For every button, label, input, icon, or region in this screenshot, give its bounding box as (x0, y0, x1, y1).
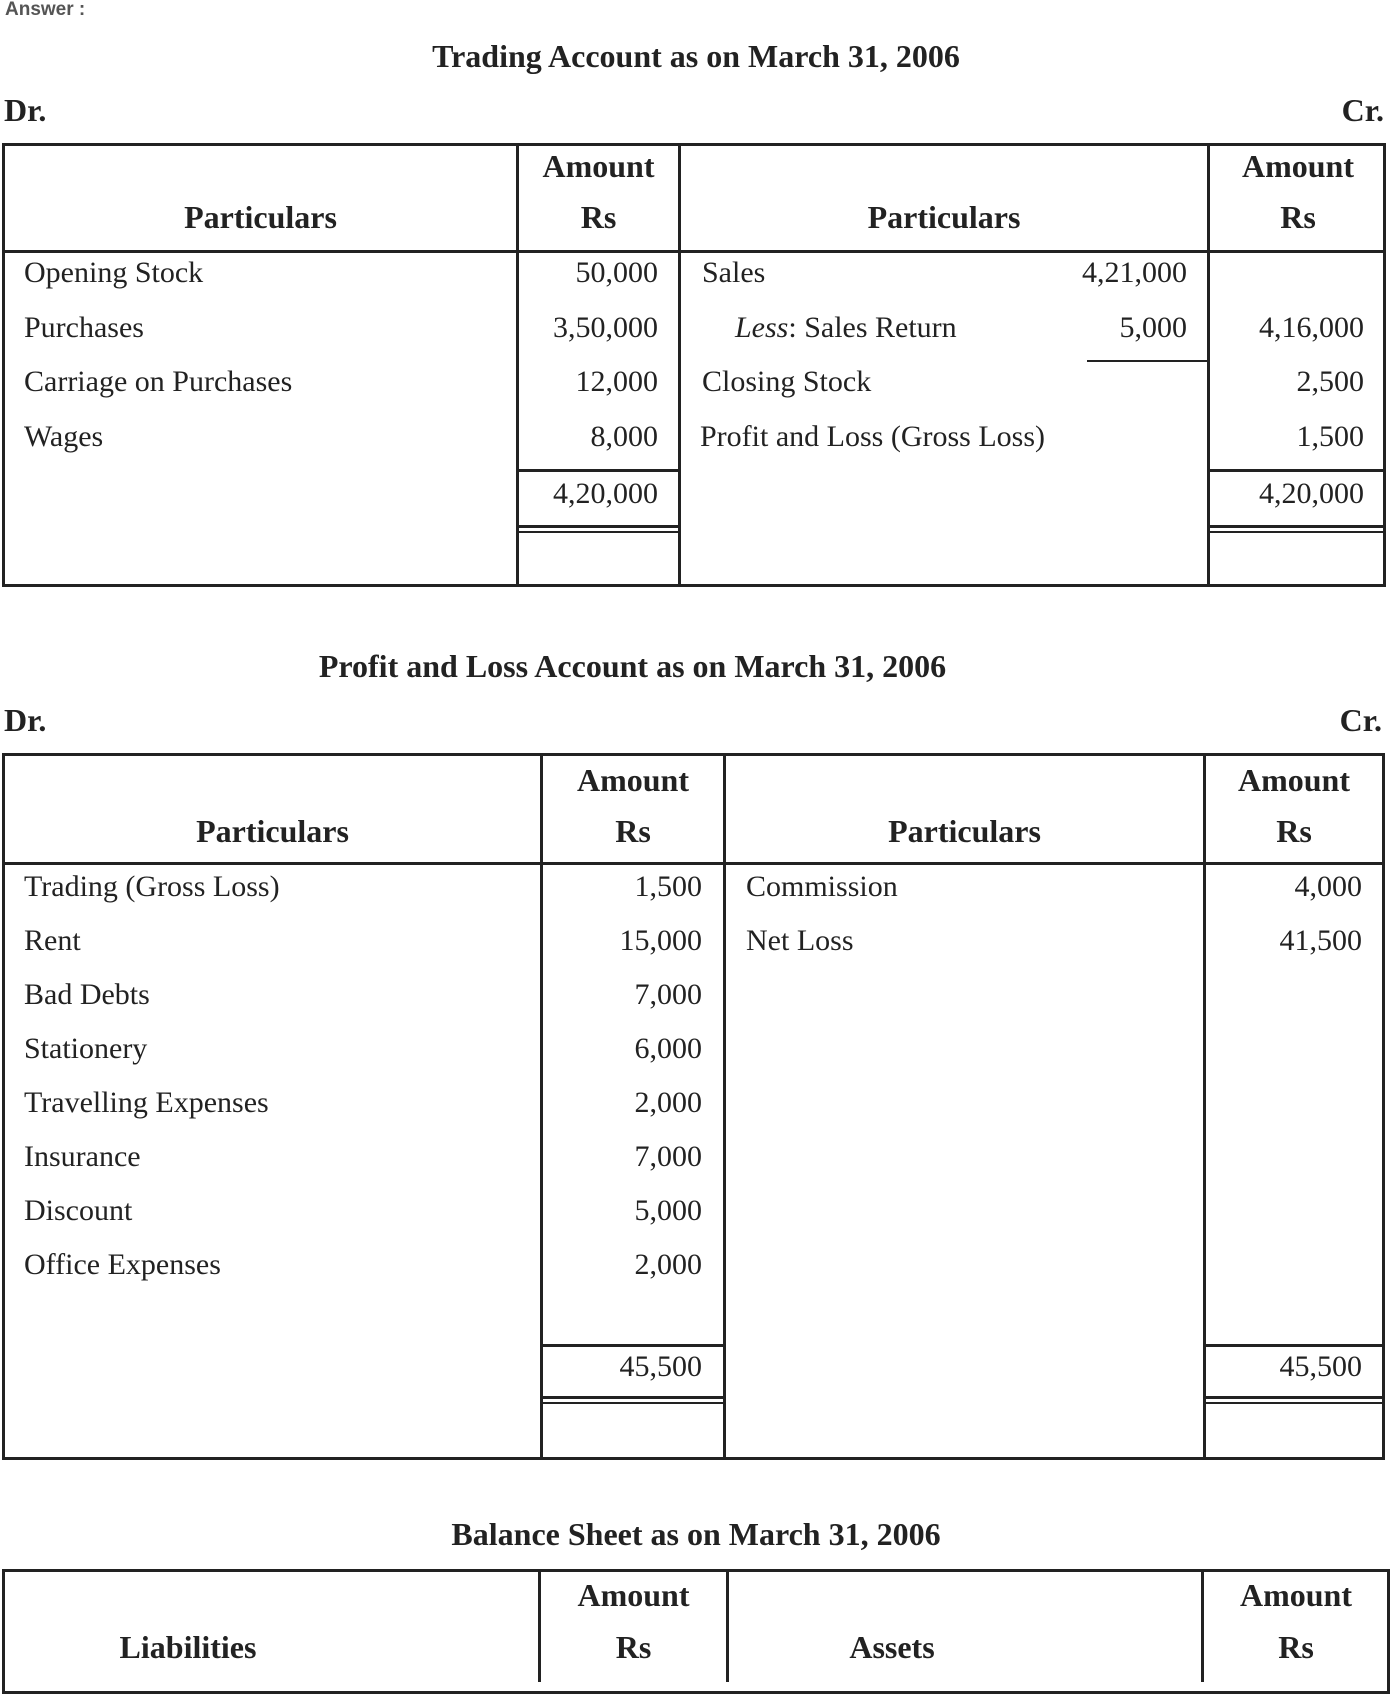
trading-header-particulars-cr: Particulars (867, 199, 1021, 235)
trading-dr-label-3: Carriage on Purchases (24, 365, 293, 398)
pl-header-particulars-dr: Particulars (196, 813, 349, 849)
trading-cr-sales-return-label: Less: Sales Return (735, 311, 957, 344)
pl-dr-label-6: Insurance (24, 1140, 141, 1173)
pl-dr-label-8: Office Expenses (24, 1248, 221, 1281)
trading-header-rs-dr: Rs (580, 199, 617, 235)
pl-header-amount-cr: Amount (1237, 762, 1350, 798)
trading-dr-amount-4: 8,000 (590, 420, 658, 453)
trading-dr-label: Dr. (4, 92, 47, 128)
trading-cr-gross-loss: 1,500 (1296, 420, 1364, 453)
trading-dr-amount-2: 3,50,000 (553, 311, 658, 344)
balance-header-assets: Assets (849, 1629, 935, 1665)
trading-dr-total: 4,20,000 (553, 477, 658, 510)
pl-dr-amount-1: 1,500 (634, 870, 702, 903)
pl-dr-label-5: Travelling Expenses (24, 1086, 269, 1119)
trading-cr-sales-inner: 4,21,000 (1082, 256, 1187, 289)
trading-cr-closing-stock: 2,500 (1296, 365, 1364, 398)
balance-header-rs-right: Rs (1278, 1629, 1314, 1665)
trading-cr-total: 4,20,000 (1259, 477, 1364, 510)
pl-cr-label-1: Commission (746, 870, 898, 903)
answer-label: Answer : (5, 0, 86, 20)
trading-cr-sales-label: Sales (702, 256, 766, 289)
pl-dr-label-1: Trading (Gross Loss) (24, 870, 280, 903)
trading-cr-gross-loss-label: Profit and Loss (Gross Loss) (700, 420, 1045, 453)
trading-header-rs-cr: Rs (1280, 199, 1316, 235)
trading-dr-label-4: Wages (24, 420, 104, 453)
pl-dr-amount-3: 7,000 (634, 978, 702, 1011)
trading-title: Trading Account as on March 31, 2006 (432, 38, 960, 74)
trading-dr-amount-1: 50,000 (575, 256, 658, 289)
pl-header-rs-dr: Rs (615, 813, 651, 849)
pl-dr-label-4: Stationery (24, 1032, 148, 1065)
pl-dr-amount-5: 2,000 (634, 1086, 702, 1119)
trading-dr-label-2: Purchases (24, 311, 144, 344)
pl-header-rs-cr: Rs (1276, 813, 1312, 849)
pl-dr-amount-8: 2,000 (634, 1248, 702, 1281)
pl-dr-label-2: Rent (24, 924, 81, 957)
trading-header-amount-cr: Amount (1241, 148, 1354, 184)
pl-dr-amount-2: 15,000 (619, 924, 702, 957)
balance-header-liabilities: Liabilities (119, 1629, 257, 1665)
balance-header-amount-right: Amount (1239, 1577, 1352, 1613)
pl-header-amount-dr: Amount (576, 762, 689, 798)
trading-cr-net-sales: 4,16,000 (1259, 311, 1364, 344)
pl-cr-amount-1: 4,000 (1294, 870, 1362, 903)
balance-header-amount-left: Amount (577, 1577, 690, 1613)
trading-dr-amount-3: 12,000 (575, 365, 658, 398)
trading-cr-label: Cr. (1341, 92, 1384, 128)
pl-dr-amount-6: 7,000 (634, 1140, 702, 1173)
trading-cr-closing-stock-label: Closing Stock (702, 365, 872, 398)
pl-header-particulars-cr: Particulars (888, 813, 1041, 849)
balance-header-rs-left: Rs (615, 1629, 652, 1665)
trading-cr-sales-return-inner: 5,000 (1119, 311, 1187, 344)
trading-header-amount-dr: Amount (542, 148, 655, 184)
pl-cr-amount-2: 41,500 (1279, 924, 1362, 957)
trading-header-particulars-dr: Particulars (184, 199, 337, 235)
pl-dr-amount-4: 6,000 (634, 1032, 702, 1065)
pl-dr-amount-7: 5,000 (634, 1194, 702, 1227)
pl-cr-total: 45,500 (1279, 1350, 1362, 1383)
balance-title: Balance Sheet as on March 31, 2006 (451, 1516, 941, 1552)
pl-dr-total: 45,500 (619, 1350, 702, 1383)
pl-cr-label-2: Net Loss (746, 924, 854, 957)
pl-dr-label: Dr. (4, 702, 47, 738)
pl-dr-label-3: Bad Debts (24, 978, 150, 1011)
trading-dr-label-1: Opening Stock (24, 256, 204, 289)
pl-cr-label: Cr. (1339, 702, 1382, 738)
pl-dr-label-7: Discount (24, 1194, 133, 1227)
pl-title: Profit and Loss Account as on March 31, 2006 (318, 648, 947, 684)
